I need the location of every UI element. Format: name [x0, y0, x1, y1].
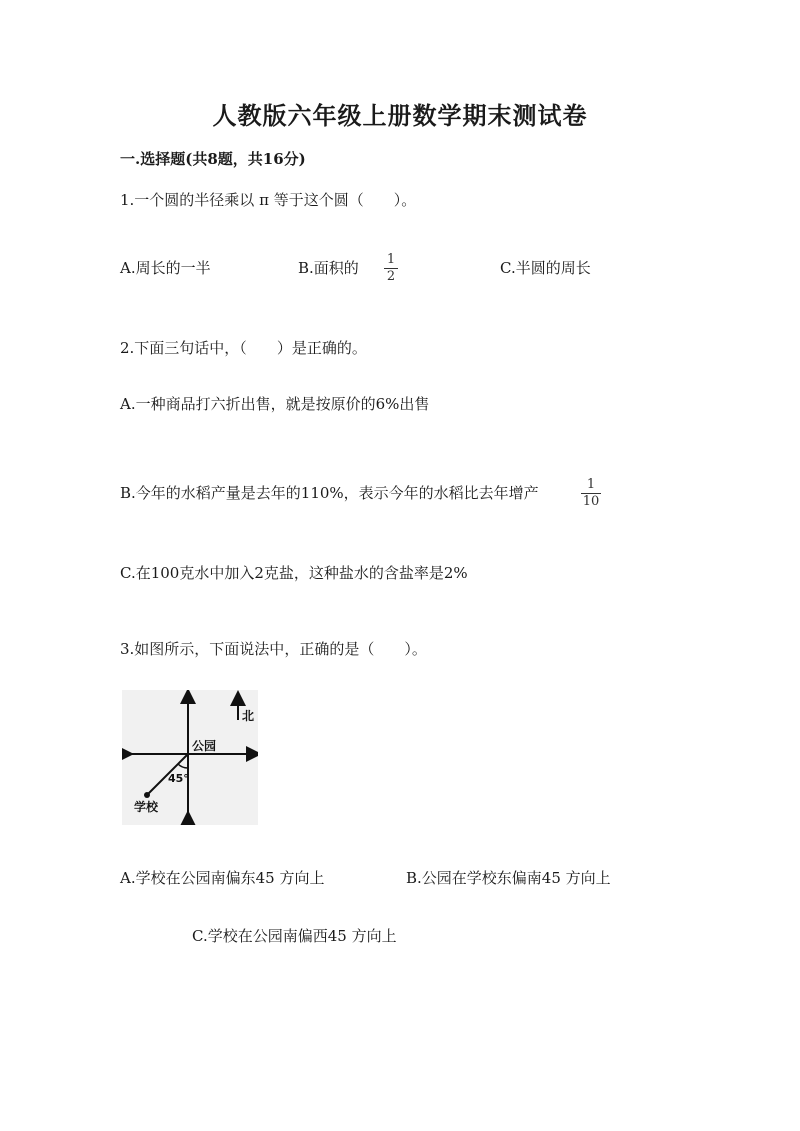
fraction-denominator: 10 [582, 494, 600, 509]
question-2-option-b: B.今年的水稻产量是去年的110%，表示今年的水稻比去年增产 [120, 484, 539, 502]
fraction-numerator: 1 [386, 252, 396, 267]
question-2-option-b-fraction [581, 478, 601, 509]
question-3-option-a: A.学校在公园南偏东45 方向上 [120, 869, 325, 887]
question-1-stem: 1.一个圆的半径乘以 π 等于这个圆（ ）。 [120, 191, 417, 209]
question-2-option-a: A.一种商品打六折出售，就是按原价的6%出售 [120, 395, 430, 413]
question-2-stem: 2.下面三句话中，（ ）是正确的。 [120, 339, 367, 357]
question-3-option-c: C.学校在公园南偏西45 方向上 [192, 927, 397, 945]
question-1-option-b-fraction [384, 253, 398, 284]
compass-diagram [122, 690, 258, 825]
question-3-stem: 3.如图所示，下面说法中，正确的是（ ）。 [120, 640, 427, 658]
angle-arc [178, 764, 188, 768]
fraction-numerator: 1 [586, 477, 596, 492]
park-label: 公园 [192, 739, 217, 753]
section-heading: 一.选择题(共8题，共16分) [120, 150, 306, 168]
question-1-option-a: A.周长的一半 [120, 259, 211, 277]
school-point [144, 792, 150, 798]
north-label: 北 [242, 709, 255, 723]
school-label: 学校 [134, 800, 159, 814]
question-1-option-c: C.半圆的周长 [500, 259, 591, 277]
fraction-denominator: 2 [386, 269, 396, 284]
question-3-option-b: B.公园在学校东偏南45 方向上 [406, 869, 611, 887]
question-2-option-c: C.在100克水中加入2克盐，这种盐水的含盐率是2% [120, 564, 468, 582]
page-title: 人教版六年级上册数学期末测试卷 [212, 101, 588, 130]
angle-label: 45° [168, 772, 189, 785]
question-1-option-b: B.面积的 [298, 259, 359, 277]
